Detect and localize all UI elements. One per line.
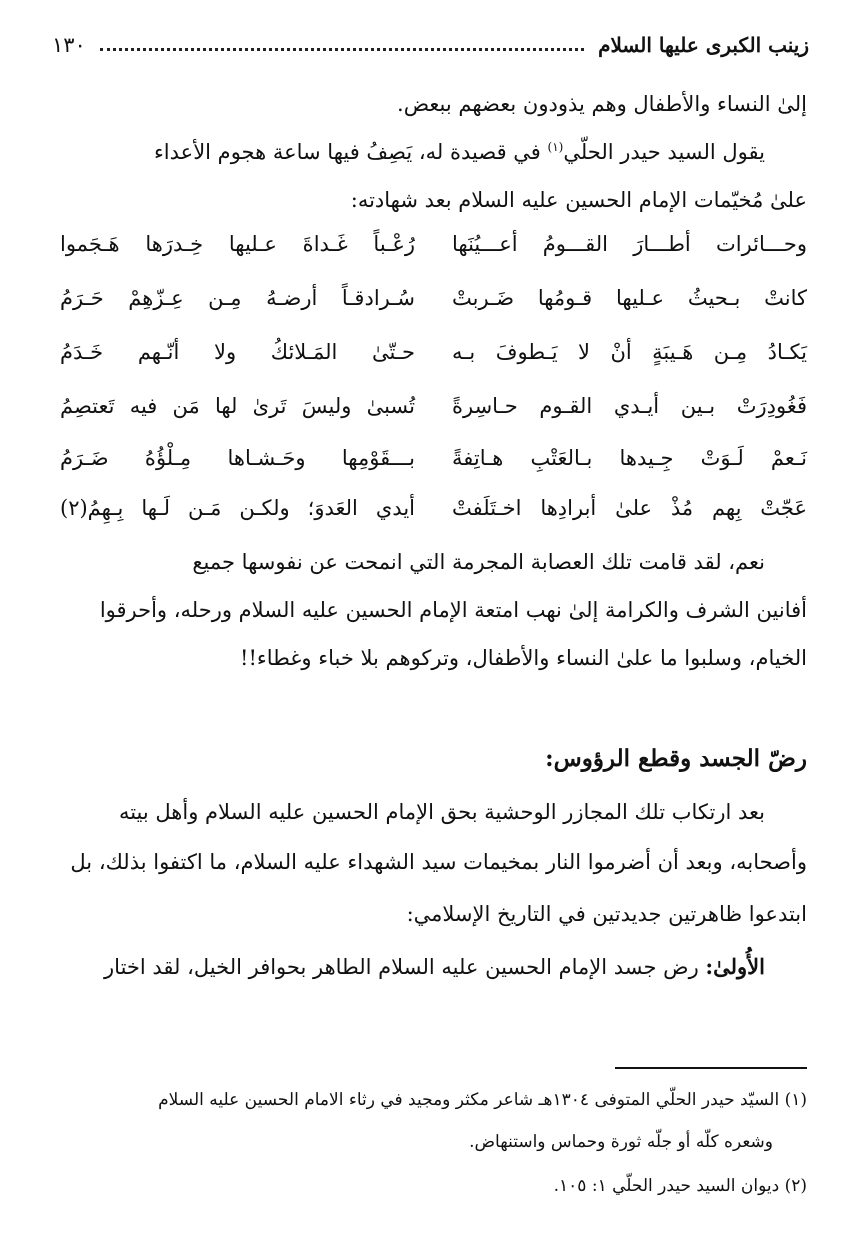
paragraph-lead: الأُولىٰ: [705, 954, 765, 979]
poem-verse [60, 340, 807, 380]
running-title: زينب الكبرى عليها السلام [598, 33, 809, 57]
section-heading: رضّ الجسد وقطع الرؤوس: [545, 745, 807, 772]
page-number: ١٣٠ [52, 33, 86, 57]
header-dot-leader [100, 48, 584, 51]
verse-first-hemistich: يَكـادُ مِـن هَـيبَةٍ أنْ لا يَـطوفَ بـه [452, 340, 807, 364]
footnote-ref: (١) [547, 140, 564, 154]
paragraph-line: إلىٰ النساء والأطفال وهم يذودون بعضهم ببعض. [397, 92, 807, 116]
paragraph-line: علىٰ مُخيّمات الإمام الحسين عليه السلام بعد شهادته: [350, 188, 807, 212]
text-run: في قصيدة له، يَصِفُ فيها ساعة هجوم الأعداء [153, 140, 548, 164]
verse-second-hemistich: بـــقَوْمِها وحَـشـاها مِـلْؤُهُ ضَـرَمُ [60, 446, 415, 470]
text-run: يقول السيد حيدر الحلّي [563, 140, 765, 164]
paragraph-line: بعد ارتكاب تلك المجازر الوحشية بحق الإمام الحسين عليه السلام وأهل بيته [118, 800, 765, 824]
running-header [52, 28, 809, 62]
verse-second-hemistich: حـتّىٰ المَـلائكُ ولا أنّـهم خَـدَمُ [60, 340, 415, 364]
paragraph-line: الخيام، وسلبوا ما علىٰ النساء والأطفال، وتركوهم بلا خباء وغطاء!! [240, 646, 807, 670]
verse-first-hemistich: عَجّتْ بِهم مُذْ علىٰ أبرادِها اخـتَلَفتْ [452, 496, 807, 520]
verse-second-hemistich: سُـرادقـاً أرضـهُ مِـن عِـزّهِمْ حَـرَمُ [60, 286, 415, 310]
verse-first-hemistich: وحـــائرات أطـــارَ القـــومُ أعـــيُنَها [452, 232, 807, 256]
footnote-2: (٢) ديوان السيد حيدر الحلّي ١: ١٠٥. [553, 1176, 807, 1196]
paragraph-line: نعم، لقد قامت تلك العصابة المجرمة التي انمحت عن نفوسها جميع [192, 550, 765, 574]
paragraph-line [60, 954, 765, 980]
verse-first-hemistich: كانتْ بـحيثُ عـليها قـومُها ضَـربتْ [452, 286, 807, 310]
verse-second-hemistich: رُعْـباً غَـداةَ عـليها خِـدرَها هَـجَموا [60, 232, 415, 256]
footnote-1: (١) السيّد حيدر الحلّي المتوفى ١٣٠٤هـ شاعر مكثر ومجيد في رثاء الامام الحسين عليه السلام [158, 1090, 807, 1110]
paragraph-line: وأصحابه، وبعد أن أضرموا النار بمخيمات سيد الشهداء عليه السلام، ما اكتفوا بذلك، بل [70, 850, 807, 874]
poem-verse [60, 286, 807, 326]
text-run: رض جسد الإمام الحسين عليه السلام الطاهر بحوافر الخيل، لقد اختار [104, 955, 706, 979]
verse-second-hemistich: تُسبىٰ وليسَ تَرىٰ لها مَن فيه تَعتصِمُ [60, 394, 415, 418]
footnote-separator [615, 1067, 807, 1069]
poem-verse [60, 232, 807, 272]
poem-verse [60, 446, 807, 486]
paragraph-line [60, 140, 765, 165]
verse-first-hemistich: فَغُودِرَتْ بـين أيـدي القـوم حـاسِرةً [452, 394, 807, 418]
verse-first-hemistich: نَـعمْ لَـوَتْ جِـيدها بـالعَتْبِ هـاتِفةً [452, 446, 807, 470]
poem-verse [60, 394, 807, 434]
poem-verse [60, 496, 807, 536]
paragraph-line: ابتدعوا ظاهرتين جديدتين في التاريخ الإسلامي: [406, 902, 807, 926]
footnote-1-continuation: وشعره كلّه أو جلّه ثورة وحماس واستنهاض. [469, 1132, 773, 1152]
paragraph-line: أفانين الشرف والكرامة إلىٰ نهب امتعة الإمام الحسين عليه السلام ورحله، وأحرقوا [99, 598, 807, 622]
verse-second-hemistich: أيدي العَدوَ؛ ولكـن مَـن لَـها بِـهِمُ(٢) [60, 496, 415, 520]
